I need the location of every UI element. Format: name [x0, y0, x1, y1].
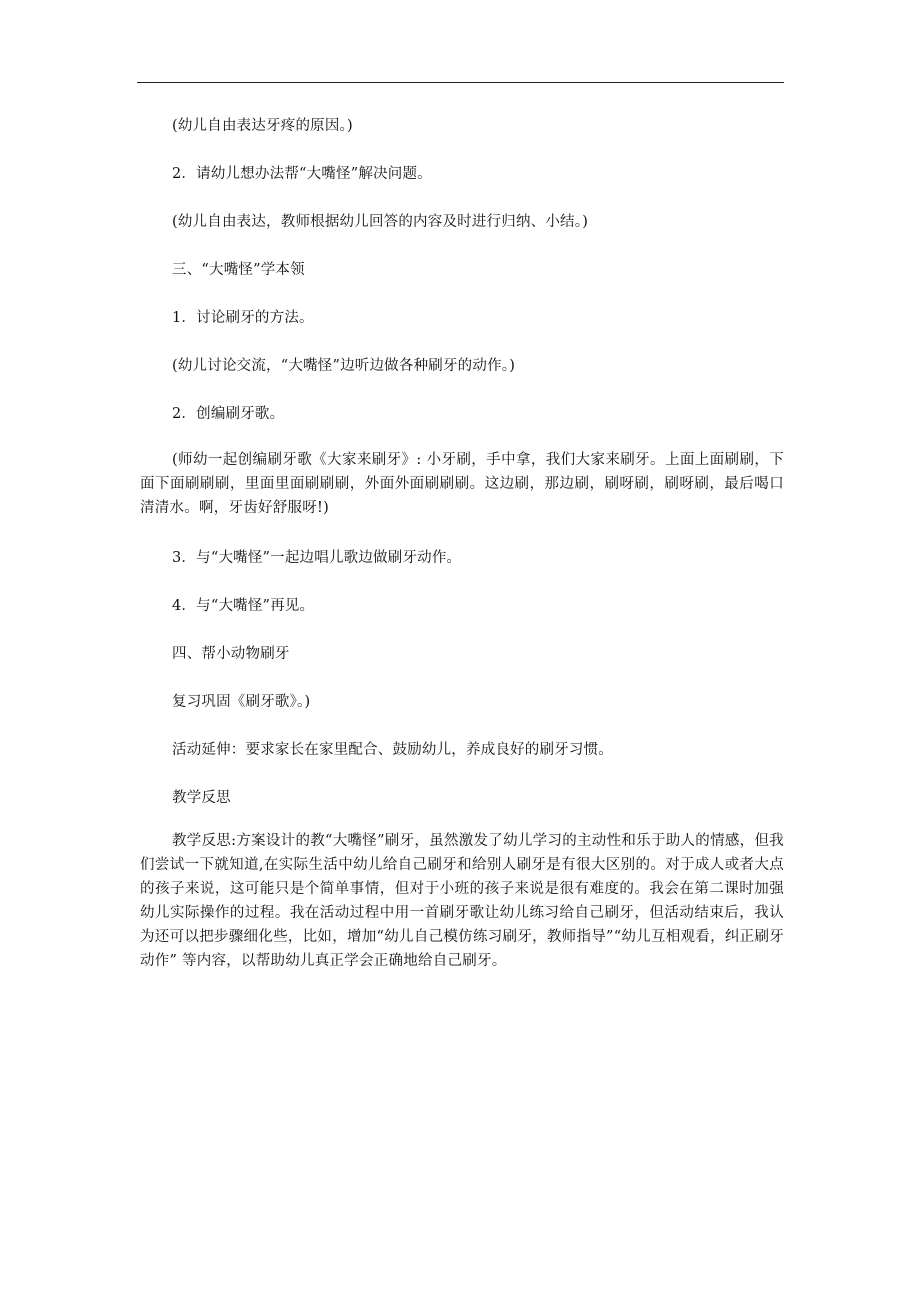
- text-line: 2．请幼儿想办法帮“大嘴怪”解决问题。: [172, 166, 432, 182]
- text-line: 3．与“大嘴怪”一起边唱儿歌边做刷牙动作。: [172, 550, 462, 566]
- text-line: (幼儿自由表达，教师根据幼儿回答的内容及时进行归纳、小结。): [172, 214, 589, 230]
- text-line: 复习巩固《刷牙歌》。): [172, 694, 311, 710]
- reflection-paragraph: 教学反思:方案设计的教“大嘴怪”刷牙，虽然激发了幼儿学习的主动性和乐于助人的情感，但我们尝试一下就知道,在实际生活中幼儿给自己刷牙和给别人刷牙是有很大区别的。对于成人或者大点的孩子来说，这可能只是个简单事情，但对于小班的孩子来说是很有难度的。我会在第二课时加强幼儿实际操作的过程。我在活动过程中用一首刷牙歌让幼儿练习给自己刷牙，但活动结束后，我认为还可以把步骤细化些，比如，增加“幼儿自己模仿练习刷牙，教师指导”“幼儿互相观看，纠正刷牙动作” 等内容，以帮助幼儿真正学会正确地给自己刷牙。: [140, 833, 784, 969]
- text-line: (幼儿自由表达牙疼的原因。): [172, 118, 353, 134]
- song-paragraph: (师幼一起创编刷牙歌《大家来刷牙》: 小牙刷，手中拿，我们大家来刷牙。上面上面刷刷，下面下面刷刷刷，里面里面刷刷刷，外面外面刷刷刷。这边刷，那边刷，刷呀刷，刷呀刷，最后喝口清清水。啊，牙齿好舒服呀!): [140, 452, 784, 516]
- section-heading: 四、帮小动物刷牙: [172, 646, 290, 662]
- section-heading: 教学反思: [172, 790, 231, 806]
- text-line: (幼儿讨论交流，“大嘴怪”边听边做各种刷牙的动作。): [172, 358, 516, 374]
- text-line: 4．与“大嘴怪”再见。: [172, 598, 315, 614]
- text-line: 2．创编刷牙歌。: [172, 406, 285, 422]
- header-rule: [137, 82, 784, 83]
- text-line: 1．讨论刷牙的方法。: [172, 310, 314, 326]
- text-line: 活动延伸：要求家长在家里配合、鼓励幼儿，养成良好的刷牙习惯。: [172, 742, 613, 758]
- section-heading: 三、“大嘴怪”学本领: [172, 262, 305, 278]
